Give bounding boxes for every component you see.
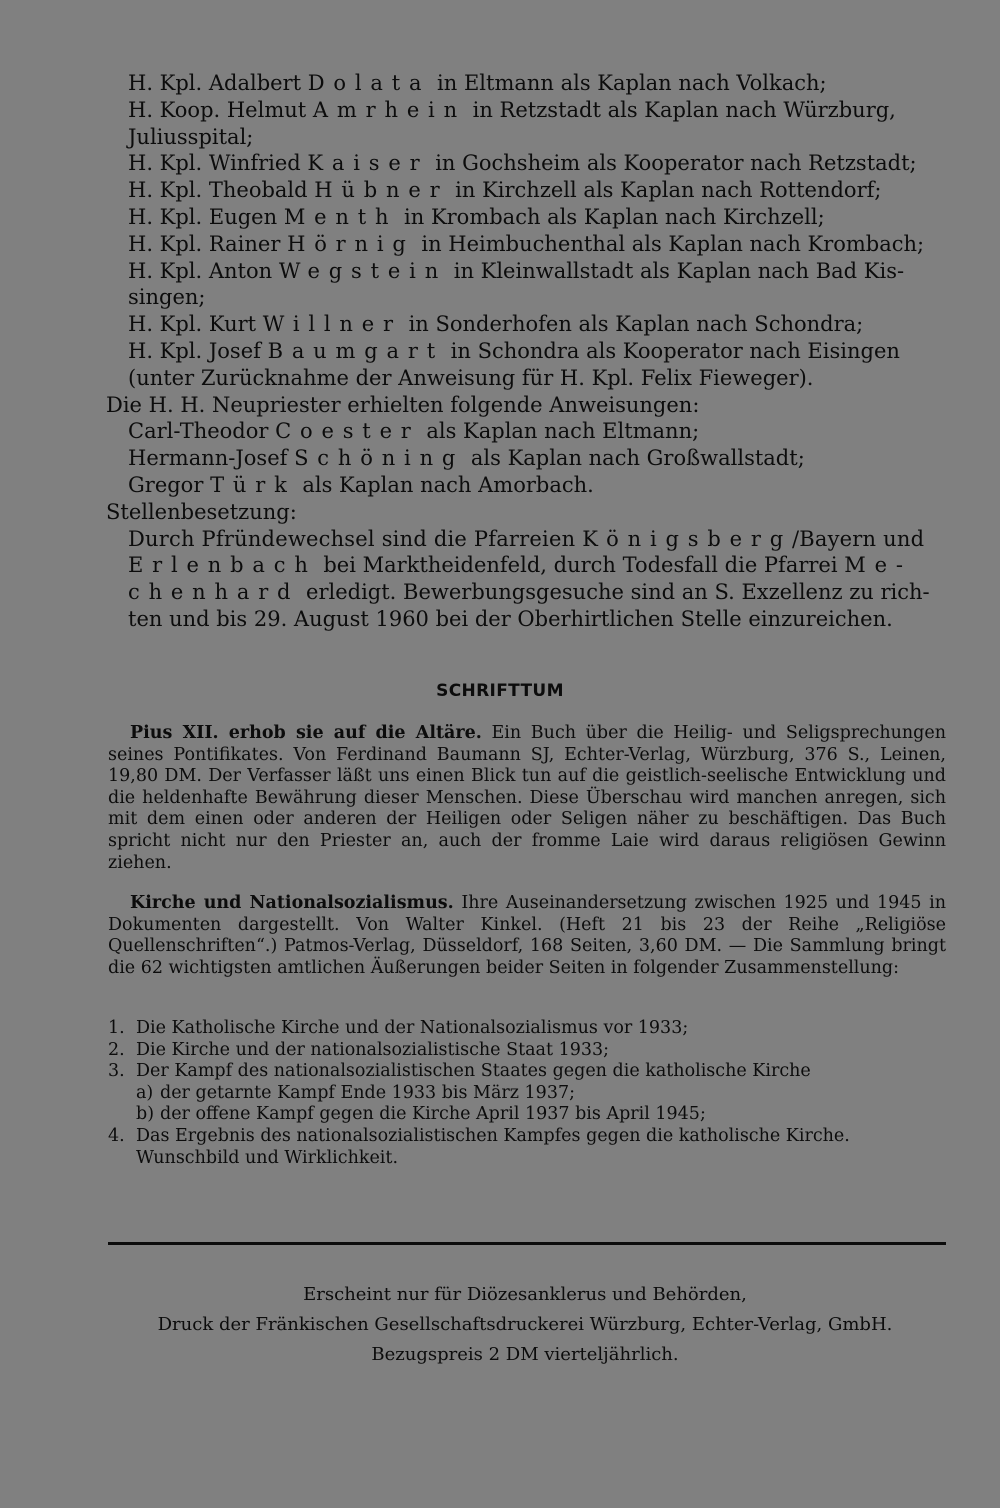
appointment-entry: H. Koop. Helmut Amrhein in Retzstadt als Kaplan nach Würzburg, bbox=[128, 97, 896, 122]
imprint-line: Bezugspreis 2 DM vierteljährlich. bbox=[371, 1344, 679, 1365]
appointment-continuation: (unter Zurücknahme der Anweisung für H. Kpl. Felix Fieweger). bbox=[128, 365, 814, 390]
appointment-continuation: singen; bbox=[128, 285, 206, 310]
review-kinkel bbox=[108, 893, 946, 979]
surname: Baumgart bbox=[267, 338, 444, 363]
surname: Kaiser bbox=[307, 151, 429, 176]
neupriester-entry: Gregor Türk als Kaplan nach Amorbach. bbox=[128, 472, 594, 497]
neupriester-intro: Die H. H. Neupriester erhielten folgende Anweisungen: bbox=[106, 392, 700, 417]
appointment-entry: H. Kpl. Kurt Willner in Sonderhofen als Kaplan nach Schondra; bbox=[128, 312, 864, 337]
list-item: 4. Das Ergebnis des nationalsozialistischen Kampfes gegen die katholische Kirche. Wunschbild und Wirklichkeit. bbox=[108, 1125, 850, 1168]
appointment-entry: H. Kpl. Theobald Hübner in Kirchzell als Kaplan nach Rottendorf; bbox=[128, 178, 882, 203]
contents-list bbox=[108, 1018, 946, 1169]
imprint-line: Druck der Fränkischen Gesellschaftsdruckerei Würzburg, Echter-Verlag, GmbH. bbox=[157, 1314, 893, 1335]
stellenbesetzung-heading: Stellenbesetzung: bbox=[106, 499, 297, 524]
appointment-entry: H. Kpl. Winfried Kaiser in Gochsheim als Kooperator nach Retzstadt; bbox=[128, 151, 917, 176]
appointments-section bbox=[106, 70, 944, 633]
appointment-continuation: Juliusspital; bbox=[128, 124, 254, 149]
list-item: 3. Der Kampf des nationalsozialistischen Staates gegen die katholische Kirche bbox=[108, 1061, 811, 1082]
neupriester-entry: Carl-Theodor Coester als Kaplan nach Eltmann; bbox=[128, 419, 700, 444]
surname: Amrhein bbox=[312, 97, 466, 122]
list-item: 1. Die Katholische Kirche und der Nationalsozialismus vor 1933; bbox=[108, 1018, 689, 1038]
parish-name: Me- bbox=[844, 553, 912, 578]
review-title: Pius XII. erhob sie auf die Altäre. bbox=[130, 723, 482, 743]
list-subitem: b) der offene Kampf gegen die Kirche April 1937 bis April 1945; bbox=[136, 1104, 706, 1125]
list-subitem: a) der getarnte Kampf Ende 1933 bis März 1937; bbox=[136, 1082, 575, 1103]
surname: Coester bbox=[275, 419, 420, 444]
imprint bbox=[0, 1280, 1000, 1370]
stellen-line: ten und bis 29. August 1960 bei der Oberhirtlichen Stelle einzureichen. bbox=[128, 606, 893, 631]
appointment-entry: H. Kpl. Josef Baumgart in Schondra als Kooperator nach Eisingen bbox=[128, 338, 900, 363]
surname: Schöning bbox=[294, 446, 465, 471]
list-item: 2. Die Kirche und der nationalsozialistische Staat 1933; bbox=[108, 1039, 609, 1060]
imprint-line: Erscheint nur für Diözesanklerus und Behörden, bbox=[303, 1284, 747, 1305]
appointment-entry: H. Kpl. Adalbert Dolata in Eltmann als Kaplan nach Volkach; bbox=[128, 71, 827, 95]
surname: Willner bbox=[262, 312, 402, 337]
stellen-line: Erlenbach bei Marktheidenfeld, durch Todesfall die Pfarrei Me- bbox=[128, 553, 912, 578]
surname: Türk bbox=[210, 472, 296, 497]
parish-name: Erlenbach bbox=[128, 553, 317, 578]
stellen-line: chenhard erledigt. Bewerbungsgesuche sind an S. Exzellenz zu rich- bbox=[128, 580, 930, 605]
appointment-entry: H. Kpl. Rainer Hörnig in Heimbuchenthal als Kaplan nach Krombach; bbox=[128, 231, 925, 256]
parish-name: chenhard bbox=[128, 580, 300, 605]
review-text: Ein Buch über die Heilig- und Seligsprechungen seines Pontifikates. Von Ferdinand Baumann SJ, Echter-Verlag, Würzburg, 376 S., Leinen, 19,80 DM. Der Verfasser läßt uns einen Blick tun auf die geistlich-seelische Entwicklung und die heldenhafte Bewährung dieser Menschen. Diese Überschau wird manchen anregen, sich mit dem einen oder anderen der Heiligen oder Seligen näher zu beschäftigen. Das Buch spricht nicht nur den Priester an, auch der fromme Laie wird daraus religiösen Gewinn ziehen. bbox=[108, 723, 946, 873]
surname: Menth bbox=[283, 204, 398, 229]
appointment-entry: H. Kpl. Eugen Menth in Krombach als Kaplan nach Kirchzell; bbox=[128, 204, 825, 229]
divider-rule bbox=[108, 1242, 946, 1245]
surname: Hübner bbox=[314, 178, 449, 203]
surname: Hörnig bbox=[287, 231, 415, 256]
stellen-line: Durch Pfründewechsel sind die Pfarreien Königsberg/Bayern und bbox=[128, 526, 925, 551]
review-baumann bbox=[108, 723, 946, 874]
parish-name: Königsberg bbox=[582, 526, 792, 551]
schrifttum-heading: SCHRIFTTUM bbox=[436, 681, 564, 701]
review-title: Kirche und Nationalsozialismus. bbox=[130, 893, 454, 913]
review-text: Ihre Auseinandersetzung zwischen 1925 und 1945 in Dokumenten dargestellt. Von Walter Kinkel. (Heft 21 bis 23 der Reihe „Religiöse Quellenschriften“.) Patmos-Verlag, Düsseldorf, 168 Seiten, 3,60 DM. — Die Sammlung bringt die 62 wichtigsten amtlichen Äußerungen beider Seiten in folgender Zusammenstellung: bbox=[108, 893, 946, 978]
surname: Dolata bbox=[307, 71, 431, 95]
surname: Wegstein bbox=[278, 258, 448, 283]
appointment-entry: H. Kpl. Anton Wegstein in Kleinwallstadt als Kaplan nach Bad Kis- bbox=[128, 258, 905, 283]
neupriester-entry: Hermann-Josef Schöning als Kaplan nach Großwallstadt; bbox=[128, 446, 805, 471]
